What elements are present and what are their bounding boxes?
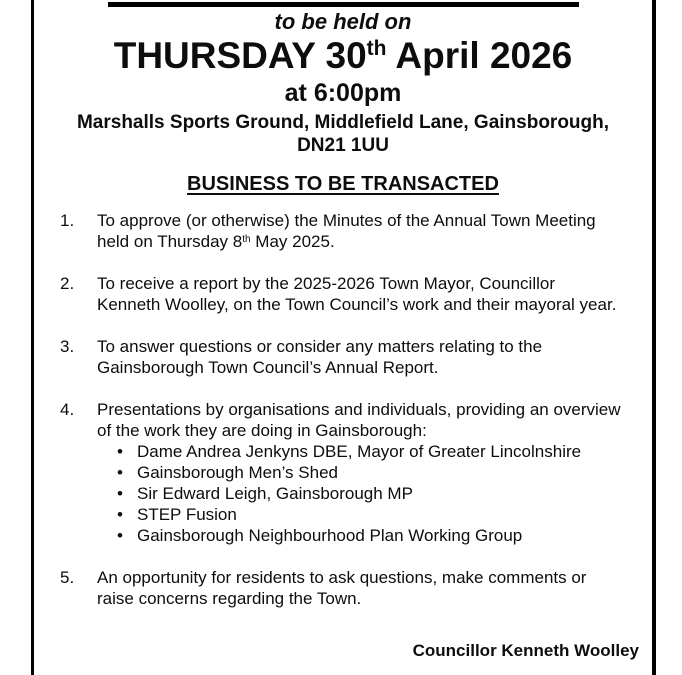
meeting-date-line [34,35,652,76]
presenter-name: STEP Fusion [137,505,237,524]
signature-line: Councillor Kenneth Woolley [412,641,639,660]
agenda-list [34,210,652,609]
item-1-ordinal-suffix: th [242,234,251,245]
agenda-item-number: 2. [60,274,75,293]
presenter-list-item [117,462,622,483]
item-1-text-post: May 2025. [250,232,335,251]
venue-line-1: Marshalls Sports Ground, Middlefield Lane, Gainsborough, [76,112,610,133]
agenda-item-5 [60,567,652,609]
agenda-item-text: An opportunity for residents to ask questions, make comments or raise concerns regarding the Town. [97,568,587,608]
bullet-icon: • [117,463,123,482]
bullet-icon: • [117,484,123,503]
presenter-name: Dame Andrea Jenkyns DBE, Mayor of Greater Lincolnshire [137,442,582,461]
agenda-item-text: To answer questions or consider any matters relating to the Gainsborough Town Council’s Annual Report. [97,337,543,377]
agenda-item-number: 4. [60,400,75,419]
agenda-item-2 [60,273,652,315]
presenter-list-item [117,504,622,525]
presenter-name: Gainsborough Neighbourhood Plan Working Group [137,526,523,545]
section-heading: BUSINESS TO BE TRANSACTED [187,173,499,195]
presenter-list-item [117,483,622,504]
presenter-name: Sir Edward Leigh, Gainsborough MP [137,484,413,503]
agenda-item-1 [60,210,652,252]
presenter-list-item [117,441,622,462]
agenda-item-number: 1. [60,211,75,230]
held-on-line: to be held on [274,9,412,34]
agenda-item-3 [60,336,652,378]
agenda-item-number: 5. [60,568,75,587]
meeting-time-line: at 6:00pm [284,79,402,107]
item-4-text: Presentations by organisations and individuals, providing an overview of the work they are doing in Gainsborough: [97,400,621,440]
date-ordinal-suffix: th [366,37,387,60]
presenter-list-item [117,525,622,546]
notice-page [31,0,656,675]
agenda-item-text: To receive a report by the 2025-2026 Town Mayor, Councillor Kenneth Woolley, on the Town Council’s work and their mayoral year. [97,274,617,314]
bullet-icon: • [117,526,123,545]
venue-line-2: DN21 1UU [297,135,389,156]
title-underline [108,2,579,7]
agenda-item-text [97,399,622,546]
presenter-name: Gainsborough Men’s Shed [137,463,338,482]
date-pre: THURSDAY 30 [113,35,367,76]
bullet-icon: • [117,505,123,524]
bullet-icon: • [117,442,123,461]
item-1-text-pre: To approve (or otherwise) the Minutes of the Annual Town Meeting held on Thursday 8 [97,211,596,251]
agenda-item-4 [60,399,652,546]
date-post: April 2026 [386,35,573,76]
agenda-item-number: 3. [60,337,75,356]
agenda-item-text [97,210,622,252]
